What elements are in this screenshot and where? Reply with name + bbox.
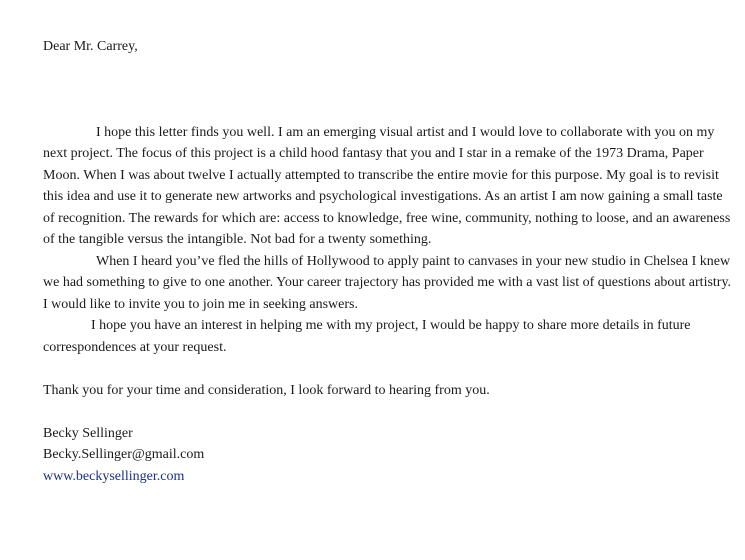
salutation: Dear Mr. Carrey, bbox=[43, 39, 138, 54]
paragraph-request: I hope you have an interest in helping me with my project, I would be happy to share more details in future correspondences at your request. bbox=[43, 318, 691, 355]
signature-email: Becky.Sellinger@gmail.com bbox=[43, 447, 205, 462]
letter-body bbox=[43, 122, 733, 359]
paragraph-intro: I hope this letter finds you well. I am an emerging visual artist and I would love to collaborate with you on my next project. The focus of this project is a child hood fantasy that you and I star in a remake of the 1973 Drama, Paper Moon. When I was about twelve I actually attempted to transcribe the entire movie for this purpose. My goal is to revisit this idea and use it to generate new artworks and psychological investigations. As an artist I am now gaining a small taste of recognition. The rewards for which are: access to knowledge, free wine, community, nothing to loose, and an awareness of the tangible versus the intangible. Not bad for a twenty something. bbox=[43, 124, 731, 247]
signature-name: Becky Sellinger bbox=[43, 425, 133, 441]
letter bbox=[43, 36, 733, 487]
closing-line: Thank you for your time and consideration, I look forward to hearing from you. bbox=[43, 382, 490, 398]
website-link[interactable]: www.beckysellinger.com bbox=[43, 468, 185, 484]
signature-block bbox=[43, 423, 733, 488]
paragraph-studio: When I heard you’ve fled the hills of Hollywood to apply paint to canvases in your new studio in Chelsea I knew we had something to give to one another. Your career trajectory has provided me with a vast list of questions about artistry. I would like to invite you to join me in seeking answers. bbox=[43, 253, 732, 312]
